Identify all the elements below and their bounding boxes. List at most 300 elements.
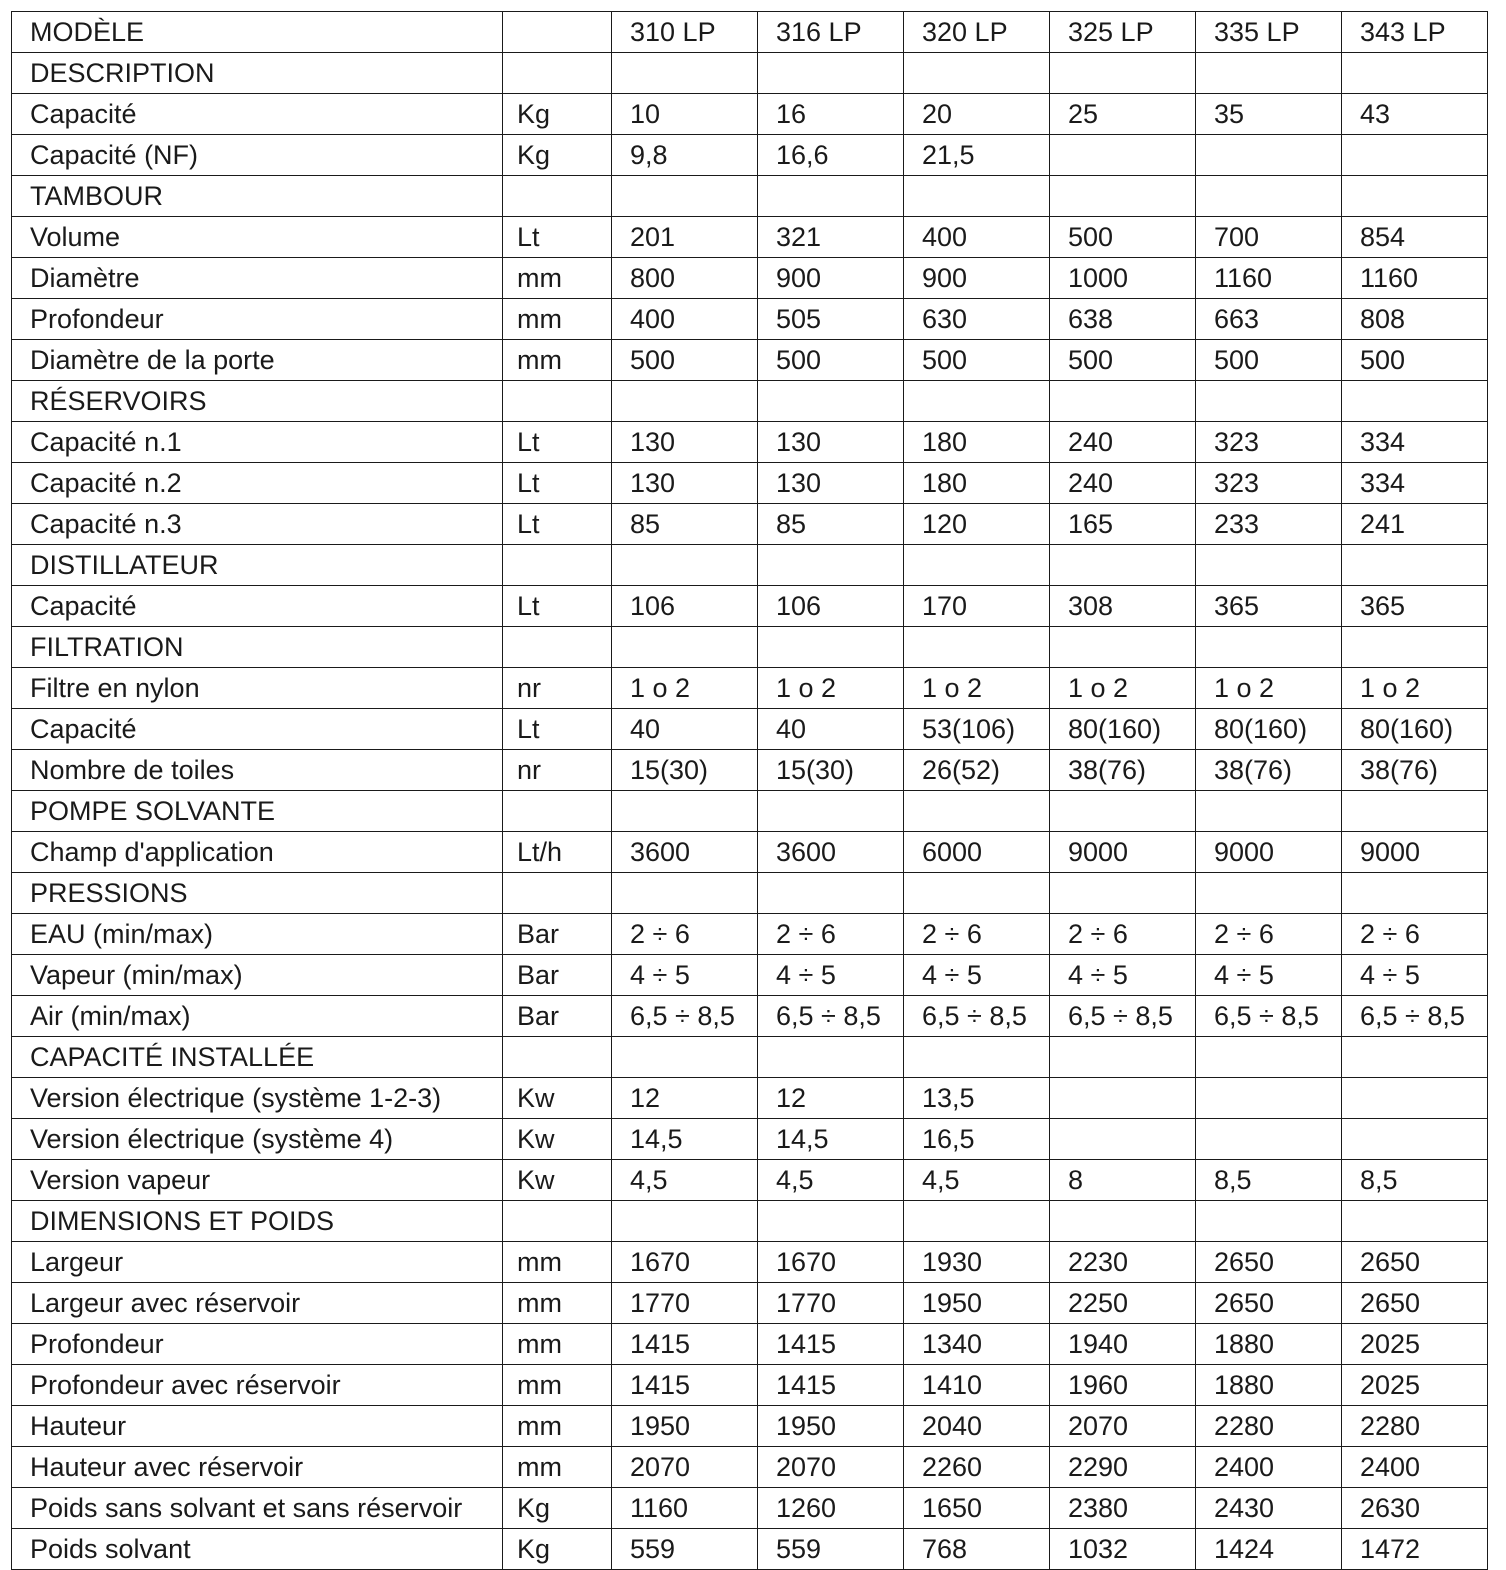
value-cell: 6,5 ÷ 8,5 [1196,996,1342,1037]
value-cell: 365 [1342,586,1488,627]
value-cell: 663 [1196,299,1342,340]
value-cell: 500 [1342,340,1488,381]
value-cell: 1940 [1050,1324,1196,1365]
value-cell: 35 [1196,94,1342,135]
row-unit [503,873,612,914]
value-cell: 4,5 [758,1160,904,1201]
value-cell [1342,1119,1488,1160]
value-cell: 323 [1196,463,1342,504]
value-cell: 80(160) [1050,709,1196,750]
value-cell: 2290 [1050,1447,1196,1488]
value-cell [612,53,758,94]
value-cell [612,1037,758,1078]
value-cell: 2025 [1342,1324,1488,1365]
value-cell [1196,873,1342,914]
value-cell [1342,53,1488,94]
value-cell: 505 [758,299,904,340]
value-cell [612,873,758,914]
value-cell: 900 [904,258,1050,299]
value-cell: 2070 [612,1447,758,1488]
section-title: PRESSIONS [12,873,503,914]
table-row [12,832,1488,873]
value-cell [1342,627,1488,668]
section-row [12,791,1488,832]
row-label: EAU (min/max) [12,914,503,955]
value-cell [1196,627,1342,668]
value-cell: 15(30) [758,750,904,791]
table-row [12,1406,1488,1447]
value-cell: 16 [758,94,904,135]
value-cell [904,545,1050,586]
value-cell: 85 [612,504,758,545]
row-unit: Lt [503,504,612,545]
value-cell [1342,873,1488,914]
value-cell: 1410 [904,1365,1050,1406]
value-cell: 130 [758,422,904,463]
value-cell: 53(106) [904,709,1050,750]
row-unit: Lt [503,217,612,258]
table-row [12,217,1488,258]
value-cell [1342,545,1488,586]
value-cell: 1880 [1196,1324,1342,1365]
row-label: Air (min/max) [12,996,503,1037]
value-cell [1196,381,1342,422]
row-label: Version vapeur [12,1160,503,1201]
model-325-lp: 325 LP [1050,12,1196,53]
section-title: TAMBOUR [12,176,503,217]
row-unit: mm [503,1406,612,1447]
value-cell: 1950 [612,1406,758,1447]
table-row [12,1488,1488,1529]
value-cell [612,791,758,832]
value-cell [612,1201,758,1242]
value-cell: 2650 [1342,1242,1488,1283]
value-cell [1050,1119,1196,1160]
section-title: FILTRATION [12,627,503,668]
value-cell [1050,627,1196,668]
value-cell [1196,135,1342,176]
value-cell [758,627,904,668]
value-cell [1050,791,1196,832]
value-cell: 2650 [1196,1242,1342,1283]
row-unit: mm [503,1447,612,1488]
value-cell: 500 [1050,340,1196,381]
spec-table-body [12,12,1488,1570]
row-label: Capacité [12,709,503,750]
value-cell [1196,1201,1342,1242]
value-cell: 400 [904,217,1050,258]
value-cell: 25 [1050,94,1196,135]
value-cell [612,176,758,217]
section-title: CAPACITÉ INSTALLÉE [12,1037,503,1078]
value-cell: 321 [758,217,904,258]
value-cell: 1160 [1196,258,1342,299]
value-cell: 1000 [1050,258,1196,299]
value-cell: 1472 [1342,1529,1488,1570]
value-cell: 12 [612,1078,758,1119]
value-cell: 2250 [1050,1283,1196,1324]
table-row [12,1160,1488,1201]
value-cell: 1950 [758,1406,904,1447]
value-cell: 559 [758,1529,904,1570]
value-cell: 308 [1050,586,1196,627]
model-316-lp: 316 LP [758,12,904,53]
row-label: Nombre de toiles [12,750,503,791]
value-cell: 6000 [904,832,1050,873]
value-cell [1050,1078,1196,1119]
value-cell: 1032 [1050,1529,1196,1570]
value-cell: 2400 [1342,1447,1488,1488]
table-row [12,996,1488,1037]
value-cell: 630 [904,299,1050,340]
value-cell: 2650 [1196,1283,1342,1324]
value-cell: 4,5 [612,1160,758,1201]
value-cell [1196,1037,1342,1078]
value-cell: 2230 [1050,1242,1196,1283]
value-cell [612,381,758,422]
row-unit: mm [503,1324,612,1365]
section-title: POMPE SOLVANTE [12,791,503,832]
row-label: Version électrique (système 1-2-3) [12,1078,503,1119]
row-unit [503,381,612,422]
value-cell: 43 [1342,94,1488,135]
table-row [12,914,1488,955]
value-cell: 8 [1050,1160,1196,1201]
row-label: Largeur avec réservoir [12,1283,503,1324]
value-cell: 1930 [904,1242,1050,1283]
value-cell: 80(160) [1196,709,1342,750]
row-label: Capacité [12,586,503,627]
value-cell: 1880 [1196,1365,1342,1406]
value-cell: 16,6 [758,135,904,176]
row-unit: mm [503,1242,612,1283]
row-unit: mm [503,340,612,381]
value-cell: 85 [758,504,904,545]
row-unit [503,1037,612,1078]
row-unit: Bar [503,914,612,955]
value-cell: 700 [1196,217,1342,258]
table-row [12,709,1488,750]
value-cell: 1960 [1050,1365,1196,1406]
value-cell [1196,53,1342,94]
value-cell [904,176,1050,217]
value-cell: 2280 [1342,1406,1488,1447]
value-cell: 38(76) [1196,750,1342,791]
value-cell [612,627,758,668]
value-cell: 1340 [904,1324,1050,1365]
value-cell: 4,5 [904,1160,1050,1201]
value-cell: 2650 [1342,1283,1488,1324]
value-cell: 130 [612,463,758,504]
row-unit: Lt [503,586,612,627]
row-label: Champ d'application [12,832,503,873]
row-unit: mm [503,299,612,340]
value-cell: 180 [904,463,1050,504]
value-cell: 2025 [1342,1365,1488,1406]
table-row [12,1365,1488,1406]
table-row [12,1283,1488,1324]
value-cell [1050,176,1196,217]
value-cell [1050,1037,1196,1078]
row-label: Profondeur avec réservoir [12,1365,503,1406]
value-cell [612,545,758,586]
value-cell: 2070 [758,1447,904,1488]
header-row [12,12,1488,53]
section-title: DESCRIPTION [12,53,503,94]
model-320-lp: 320 LP [904,12,1050,53]
table-row [12,1119,1488,1160]
value-cell [758,1037,904,1078]
table-row [12,463,1488,504]
table-row [12,299,1488,340]
row-unit: mm [503,258,612,299]
row-unit: Lt/h [503,832,612,873]
value-cell: 1 o 2 [1050,668,1196,709]
row-unit [503,53,612,94]
row-unit [503,1201,612,1242]
value-cell: 130 [758,463,904,504]
value-cell: 1670 [612,1242,758,1283]
section-row [12,873,1488,914]
row-label: Profondeur [12,1324,503,1365]
value-cell: 180 [904,422,1050,463]
row-unit: Kw [503,1119,612,1160]
value-cell: 80(160) [1342,709,1488,750]
value-cell: 9000 [1196,832,1342,873]
value-cell [758,176,904,217]
table-row [12,504,1488,545]
value-cell: 2 ÷ 6 [1342,914,1488,955]
value-cell: 2 ÷ 6 [1196,914,1342,955]
value-cell [1342,1201,1488,1242]
row-unit: Kw [503,1160,612,1201]
value-cell: 900 [758,258,904,299]
value-cell: 2380 [1050,1488,1196,1529]
spec-table [11,11,1488,1570]
value-cell: 1160 [1342,258,1488,299]
row-unit: mm [503,1283,612,1324]
row-unit: Bar [503,996,612,1037]
table-row [12,1324,1488,1365]
value-cell [1196,176,1342,217]
value-cell [1050,545,1196,586]
value-cell: 4 ÷ 5 [612,955,758,996]
value-cell: 26(52) [904,750,1050,791]
row-label: Capacité (NF) [12,135,503,176]
section-row [12,545,1488,586]
value-cell: 14,5 [612,1119,758,1160]
row-unit [503,545,612,586]
value-cell: 8,5 [1196,1160,1342,1201]
value-cell [1050,135,1196,176]
value-cell [904,873,1050,914]
value-cell: 106 [758,586,904,627]
table-row [12,258,1488,299]
value-cell: 16,5 [904,1119,1050,1160]
value-cell: 768 [904,1529,1050,1570]
value-cell: 808 [1342,299,1488,340]
value-cell: 800 [612,258,758,299]
value-cell: 2430 [1196,1488,1342,1529]
value-cell [904,791,1050,832]
value-cell: 40 [758,709,904,750]
value-cell: 400 [612,299,758,340]
row-unit: Lt [503,422,612,463]
section-row [12,53,1488,94]
value-cell: 6,5 ÷ 8,5 [612,996,758,1037]
header-label: MODÈLE [12,12,503,53]
value-cell: 165 [1050,504,1196,545]
value-cell: 201 [612,217,758,258]
value-cell [904,627,1050,668]
value-cell: 3600 [612,832,758,873]
value-cell: 334 [1342,463,1488,504]
value-cell: 40 [612,709,758,750]
value-cell: 240 [1050,422,1196,463]
value-cell: 500 [1050,217,1196,258]
table-row [12,94,1488,135]
value-cell [758,545,904,586]
row-label: Diamètre [12,258,503,299]
value-cell: 2 ÷ 6 [758,914,904,955]
value-cell: 2 ÷ 6 [612,914,758,955]
value-cell: 15(30) [612,750,758,791]
row-unit: Kg [503,1529,612,1570]
value-cell: 559 [612,1529,758,1570]
value-cell: 8,5 [1342,1160,1488,1201]
section-title: DIMENSIONS ET POIDS [12,1201,503,1242]
row-unit: Kg [503,94,612,135]
value-cell: 1650 [904,1488,1050,1529]
row-label: Diamètre de la porte [12,340,503,381]
value-cell [904,1201,1050,1242]
value-cell: 10 [612,94,758,135]
row-unit [503,176,612,217]
row-unit: nr [503,668,612,709]
value-cell: 6,5 ÷ 8,5 [1342,996,1488,1037]
row-label: Poids sans solvant et sans réservoir [12,1488,503,1529]
value-cell: 2040 [904,1406,1050,1447]
value-cell: 1 o 2 [1342,668,1488,709]
row-unit: Lt [503,709,612,750]
value-cell: 1 o 2 [904,668,1050,709]
table-row [12,135,1488,176]
value-cell: 854 [1342,217,1488,258]
value-cell [1342,381,1488,422]
row-label: Vapeur (min/max) [12,955,503,996]
header-unit [503,12,612,53]
value-cell: 120 [904,504,1050,545]
row-label: Hauteur avec réservoir [12,1447,503,1488]
value-cell: 241 [1342,504,1488,545]
row-label: Volume [12,217,503,258]
value-cell: 6,5 ÷ 8,5 [758,996,904,1037]
table-row [12,422,1488,463]
value-cell: 4 ÷ 5 [904,955,1050,996]
value-cell: 2630 [1342,1488,1488,1529]
table-row [12,586,1488,627]
value-cell: 2280 [1196,1406,1342,1447]
row-label: Capacité n.2 [12,463,503,504]
value-cell: 12 [758,1078,904,1119]
value-cell [1342,1078,1488,1119]
value-cell: 638 [1050,299,1196,340]
value-cell: 240 [1050,463,1196,504]
value-cell: 1415 [758,1324,904,1365]
model-310-lp: 310 LP [612,12,758,53]
value-cell: 130 [612,422,758,463]
value-cell: 323 [1196,422,1342,463]
row-unit: Lt [503,463,612,504]
row-unit: Kw [503,1078,612,1119]
value-cell: 1260 [758,1488,904,1529]
value-cell: 1770 [758,1283,904,1324]
row-label: Largeur [12,1242,503,1283]
section-row [12,1037,1488,1078]
row-unit: Kg [503,1488,612,1529]
value-cell [1342,135,1488,176]
model-343-lp: 343 LP [1342,12,1488,53]
value-cell [758,53,904,94]
value-cell: 38(76) [1342,750,1488,791]
table-row [12,1242,1488,1283]
table-row [12,1078,1488,1119]
section-row [12,176,1488,217]
value-cell: 4 ÷ 5 [1342,955,1488,996]
value-cell: 500 [758,340,904,381]
row-label: Capacité [12,94,503,135]
value-cell: 233 [1196,504,1342,545]
value-cell: 500 [904,340,1050,381]
value-cell: 9000 [1050,832,1196,873]
value-cell: 500 [1196,340,1342,381]
table-row [12,955,1488,996]
table-row [12,1447,1488,1488]
value-cell: 2260 [904,1447,1050,1488]
row-label: Capacité n.1 [12,422,503,463]
value-cell [1196,1078,1342,1119]
section-title: RÉSERVOIRS [12,381,503,422]
value-cell: 4 ÷ 5 [1196,955,1342,996]
value-cell: 1415 [758,1365,904,1406]
section-row [12,381,1488,422]
value-cell [904,381,1050,422]
row-unit [503,627,612,668]
value-cell: 1160 [612,1488,758,1529]
value-cell [758,873,904,914]
table-row [12,1529,1488,1570]
value-cell [758,791,904,832]
value-cell: 1950 [904,1283,1050,1324]
value-cell: 500 [612,340,758,381]
value-cell: 4 ÷ 5 [1050,955,1196,996]
row-label: Hauteur [12,1406,503,1447]
row-unit: mm [503,1365,612,1406]
section-title: DISTILLATEUR [12,545,503,586]
row-unit [503,791,612,832]
row-unit: nr [503,750,612,791]
value-cell: 1 o 2 [758,668,904,709]
value-cell: 365 [1196,586,1342,627]
value-cell: 2 ÷ 6 [1050,914,1196,955]
row-label: Poids solvant [12,1529,503,1570]
value-cell: 1670 [758,1242,904,1283]
row-label: Profondeur [12,299,503,340]
value-cell [1196,791,1342,832]
value-cell [1342,176,1488,217]
value-cell: 9,8 [612,135,758,176]
value-cell [758,1201,904,1242]
